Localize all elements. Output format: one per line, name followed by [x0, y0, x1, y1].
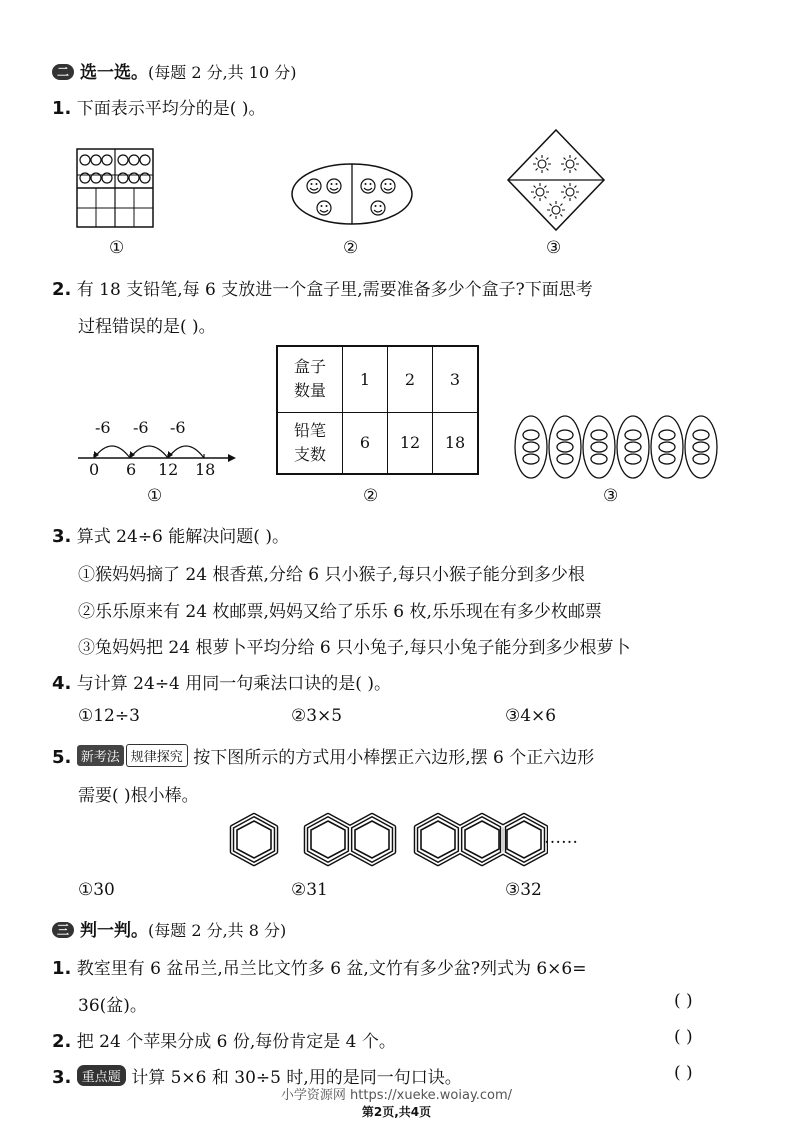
section-header	[52, 916, 286, 941]
table-cell: 1	[343, 346, 388, 412]
q3-option-3: ③兔妈妈把 24 根萝卜平均分给 6 只小兔子,每只小兔子能分到多少根萝卜	[78, 638, 631, 658]
question-text: 算式 24÷6 能解决问题( )。	[76, 527, 289, 547]
table-cell: 6	[343, 412, 388, 474]
question-1	[52, 94, 265, 119]
question-number: 2.	[52, 279, 72, 300]
question-3	[52, 522, 289, 547]
jump-label: -6	[95, 418, 111, 437]
question-2	[52, 275, 593, 300]
answer-paren[interactable]: ( )	[674, 1027, 693, 1047]
question-text: 与计算 24÷4 用同一句乘法口诀的是( )。	[76, 674, 391, 694]
axis-label: 6	[126, 460, 137, 479]
row-header-pencils: 铅笔 支数	[277, 412, 343, 474]
q5-option-1: ①30	[78, 880, 115, 900]
q1-label-1: ①	[109, 238, 125, 258]
judge-2	[52, 1027, 396, 1052]
table-cell: 12	[388, 412, 433, 474]
q5-hexagon-figures	[228, 812, 548, 868]
question-number: 2.	[52, 1031, 72, 1052]
pattern-tag: 规律探究	[126, 744, 188, 767]
question-number: 3.	[52, 1067, 72, 1088]
q2-table	[276, 345, 479, 475]
row-header-boxes: 盒子 数量	[277, 346, 343, 412]
answer-paren[interactable]: ( )	[674, 991, 693, 1011]
question-number: 3.	[52, 526, 72, 547]
question-number: 1.	[52, 958, 72, 979]
q3-option-2: ②乐乐原来有 24 枚邮票,妈妈又给了乐乐 6 枚,乐乐现在有多少枚邮票	[78, 602, 602, 622]
question-5	[52, 743, 594, 768]
question-5-line2: 需要( )根小棒。	[78, 786, 199, 806]
q2-label-2: ②	[363, 486, 379, 506]
question-number: 5.	[52, 747, 72, 768]
question-2-line2: 过程错误的是( )。	[78, 317, 216, 337]
q1-figure-diamond	[506, 128, 606, 232]
watermark: 小学资源网 https://xueke.woiay.com/	[280, 1088, 513, 1103]
axis-label: 12	[158, 460, 179, 479]
question-text: 把 24 个苹果分成 6 份,每份肯定是 4 个。	[76, 1032, 396, 1052]
section-title: 选一选。	[80, 63, 148, 83]
q5-option-2: ②31	[291, 880, 328, 900]
judge-1	[52, 954, 586, 979]
new-method-tag: 新考法	[77, 745, 124, 766]
question-text-line1: 教室里有 6 盆吊兰,吊兰比文竹多 6 盆,文竹有多少盆?列式为 6×6=	[76, 959, 587, 979]
table-cell: 18	[433, 412, 479, 474]
answer-paren[interactable]: ( )	[674, 1063, 693, 1083]
question-text: 计算 5×6 和 30÷5 时,用的是同一句口诀。	[131, 1068, 462, 1088]
question-number: 1.	[52, 98, 72, 119]
section-points: (每题 2 分,共 10 分)	[148, 63, 297, 82]
question-text-line1: 有 18 支铅笔,每 6 支放进一个盒子里,需要准备多少个盒子?下面思考	[76, 280, 593, 300]
q2-label-1: ①	[147, 486, 163, 506]
q1-figure-smileys	[290, 162, 416, 228]
section-badge: 三	[52, 922, 74, 938]
jump-label: -6	[133, 418, 149, 437]
q2-pencil-groups	[513, 414, 719, 480]
question-4	[52, 669, 391, 694]
question-text: 下面表示平均分的是( )。	[76, 99, 266, 119]
q1-label-3: ③	[546, 238, 562, 258]
q4-option-2: ②3×5	[291, 706, 343, 726]
axis-label: 18	[195, 460, 216, 479]
q5-option-3: ③32	[505, 880, 542, 900]
q5-ellipsis: ……	[544, 828, 578, 848]
section-title: 判一判。	[80, 921, 148, 941]
table-cell: 3	[433, 346, 479, 412]
jump-label: -6	[170, 418, 186, 437]
q2-label-3: ③	[603, 486, 619, 506]
page-number: 第2页,共4页	[361, 1105, 432, 1119]
question-number: 4.	[52, 673, 72, 694]
key-question-tag: 重点题	[77, 1065, 126, 1086]
q4-option-3: ③4×6	[505, 706, 557, 726]
question-text-line1: 按下图所示的方式用小棒摆正六边形,摆 6 个正六边形	[193, 748, 595, 768]
q4-option-1: ①12÷3	[78, 706, 140, 726]
section-badge: 二	[52, 64, 74, 80]
axis-label: 0	[89, 460, 100, 479]
section-points: (每题 2 分,共 8 分)	[148, 921, 287, 940]
q1-figure-grid	[76, 148, 156, 230]
q1-label-2: ②	[343, 238, 359, 258]
table-cell: 2	[388, 346, 433, 412]
section-header	[52, 58, 296, 83]
q3-option-1: ①猴妈妈摘了 24 根香蕉,分给 6 只小猴子,每只小猴子能分到多少根	[78, 565, 585, 585]
judge-1-line2: 36(盆)。	[78, 996, 147, 1016]
